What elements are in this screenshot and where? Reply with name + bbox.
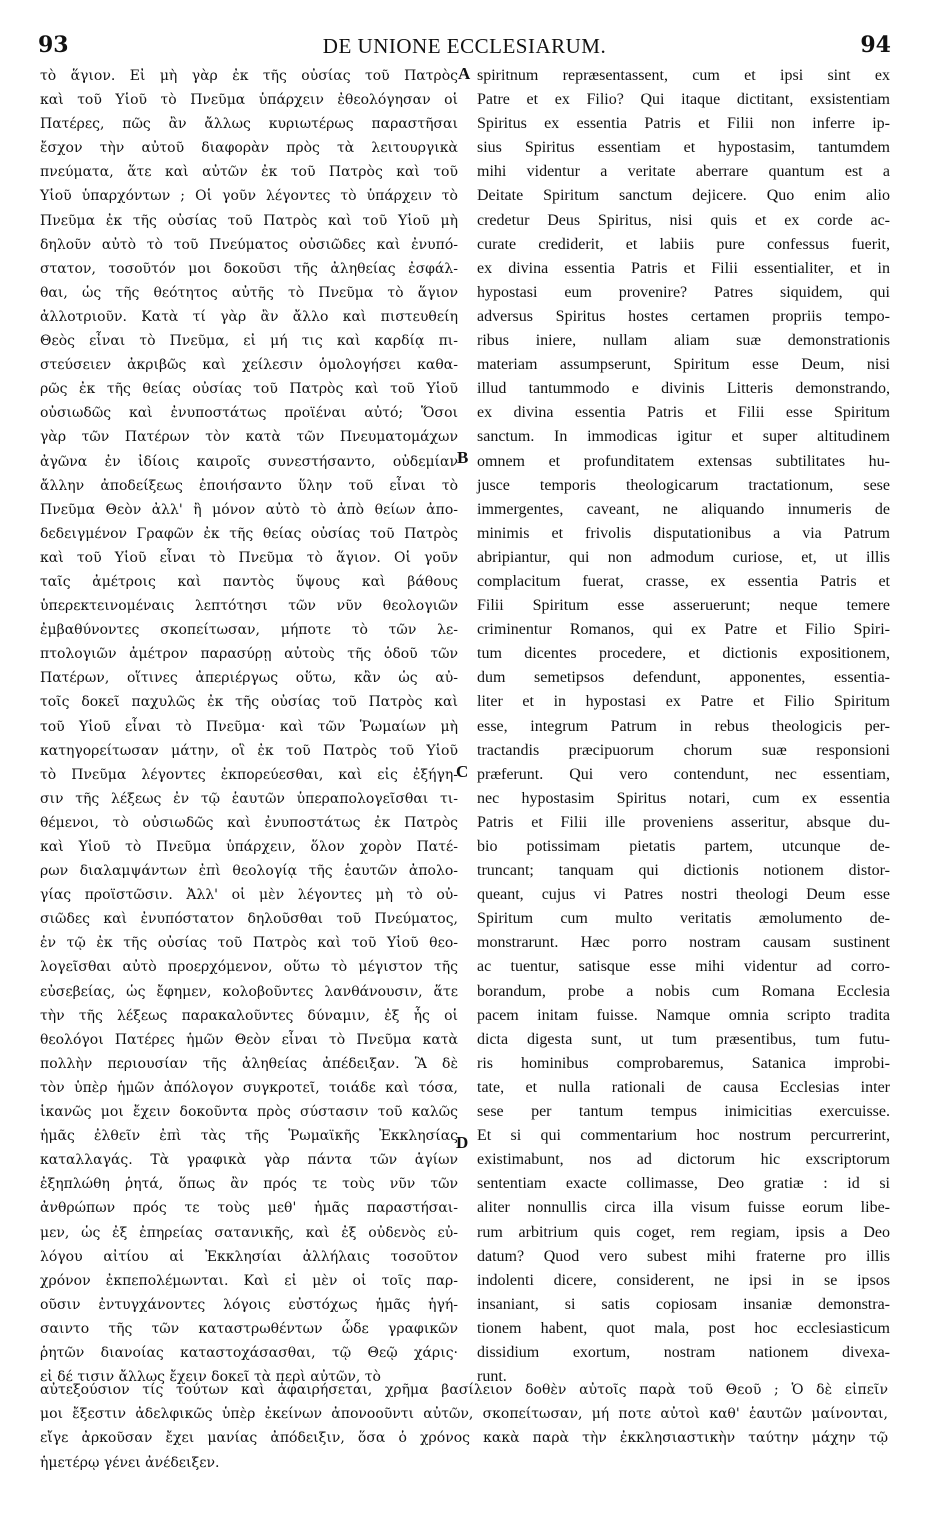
page-number-right: 94	[860, 32, 891, 58]
latin-text-line: præferunt. Qui vero contendunt, nec essentiam,	[477, 765, 890, 783]
greek-text-line: καὶ τοῦ Υἱοῦ εἶναι τὸ Πνεῦμα τὸ ἅγιον. Οἱ γοῦν	[40, 549, 458, 566]
greek-text-line: Πνεῦμα Θεὸν ἀλλ' ἢ μόνον αὐτὸ τὸ ἀπὸ θείων ἀπο-	[40, 501, 458, 518]
greek-text-line: ἡμᾶς ἐλθεῖν ἐπὶ τὰς τῆς Ῥωμαϊκῆς Ἐκκλησίας	[40, 1128, 458, 1145]
latin-text-line: ex divina essentia Patris et Filii essentialiter, et in	[477, 259, 890, 277]
greek-text-line: Πατέρων, οἵτινες ἀπεριέργως οὕτω, κἂν ὡς αὐ-	[40, 670, 458, 687]
page-header	[32, 30, 897, 60]
latin-text-line: monstrarunt. Hæc porro nostram causam sustinent	[477, 934, 890, 952]
greek-text-line: οὐσιωδῶς καὶ ἐνυποστάτως προϊέναι αὐτό; Ὅσοι	[40, 405, 458, 422]
page-number-left: 93	[38, 32, 69, 58]
latin-text-line: sententiam exacte collimasse, Deo gratiæ : id si	[477, 1175, 890, 1193]
greek-text-line: χρόνον ἐκπεπολέμωνται. Καὶ εἰ μὲν οἱ τοῖς παρ-	[40, 1272, 458, 1289]
latin-text-line: sius Spiritus essentiam et hypostasim, tantumdem	[477, 139, 890, 157]
latin-text-line: Spiritus ex essentia Patris et Filii non inferre ip-	[477, 115, 890, 133]
greek-text-line: λογεῖσθαι αὐτὸ προερχόμενον, οὕτω τὸ μέγιστον τῆς	[40, 959, 458, 976]
latin-text-line: abripiantur, qui non admodum curiose, et, ut illis	[477, 548, 890, 566]
greek-text-line: ταῖς ἀμέτροις καὶ παντὸς ὕψους καὶ βάθους	[40, 573, 458, 590]
greek-text-line: σιν τῆς λέξεως ἐν τῷ ἑαυτῶν ὑπεραπολογεῖσθαι τι-	[40, 790, 458, 807]
greek-text-line: ἀνθρώπων πρός τε τοὺς μεθ' ἡμᾶς παραστήσαι-	[40, 1200, 458, 1217]
latin-text-line: dissidium exortum, nostram nationem divexa-	[477, 1343, 890, 1361]
latin-text-line: materiam assumpserunt, Spiritum esse Deum, nisi	[477, 356, 890, 374]
greek-text-line: ῥητῶν διανοίας καταστοχάσασθαι, τῷ Θεῷ χάρις·	[40, 1344, 458, 1361]
latin-text-line: sese per tantum tempus inimicitias exercuisse.	[477, 1103, 890, 1121]
latin-text-line: dicta digesta sunt, ut tum præsentibus, tum futu-	[477, 1030, 890, 1048]
latin-text-line: ribus iniere, nullam aliam suæ demonstrationis	[477, 332, 890, 350]
latin-text-line: bio potissimam pietatis partem, utcunque de-	[477, 838, 890, 855]
footer-text-line: αὐτεξούσιον τίς τούτων καὶ ἀφαιρήσεται, χρῆμα βασίλειον δοθὲν αὐτοῖς παρὰ τοῦ Θεοῦ ; Ὁ δὲ εἰπεῖν	[40, 1382, 888, 1398]
latin-text-line: Deitate Spiritum sanctum dejicere. Quo enim alio	[477, 187, 890, 205]
latin-text-line: minimis et frivolis disputationibus a via Patrum	[477, 524, 890, 542]
greek-text-line: εὐσεβείας, ὡς ἔφημεν, κολοβοῦντες λανθάνουσιν, ἅτε	[40, 983, 458, 1000]
latin-text-line: pacem initam fuisse. Namque omnia scripto tradita	[477, 1006, 890, 1024]
footer-text-line: μοι ἔξεστιν ἀδελφικῶς ὑπὲρ ἐκείνων ἀπονοοῦντι αὐτῶν, σκοπείτωσαν, μή ποτε αὐτοὶ καθ' ἑαυτῶν μαίνονται,	[40, 1406, 888, 1423]
latin-text-line: immergentes, caveant, ne aliquando innumeris de	[477, 500, 890, 518]
greek-text-line: ἐν τῷ ἐκ τῆς οὐσίας τοῦ Πατρὸς καὶ τοῦ Υἱοῦ θεο-	[40, 935, 458, 952]
greek-text-line: ἐμβαθύνοντες σκοπείτωσαν, μήποτε τὸ τῶν λε-	[40, 622, 458, 639]
greek-text-line: γίας προϊστῶσιν. Ἀλλ' οἱ μὲν λέγοντες μὴ τὸ οὐ-	[40, 887, 458, 904]
greek-text-line: ρων διαλαμψάντων ἐπὶ θεολογίᾳ τῆς ἑαυτῶν ἀπολο-	[40, 863, 458, 880]
greek-text-line: καὶ Υἱοῦ τὸ Πνεῦμα ὑπάρχειν, ὅλον χορὸν Πατέ-	[40, 839, 458, 855]
latin-text-line: queant, cujus vi Patres nostri theologi Deum esse	[477, 886, 890, 904]
greek-text-line: δηλοῦν αὐτὸ τὸ τοῦ Πνεύματος οὐσιῶδες καὶ ἐνυπό-	[40, 236, 458, 253]
greek-text-line: ἀγῶνα ἐν ἰδίοις καιροῖς συνεστήσαντο, οὐδεμίαν	[40, 453, 458, 470]
latin-text-line: insaniant, si satis copiosam insaniæ demonstra-	[477, 1295, 890, 1313]
latin-text-line: ex divina essentia Patris et Filii esse Spiritum	[477, 404, 890, 422]
greek-text-line: ἄλλην ἀποδείξεως ἐποιήσαντο ὕλην τοῦ εἶναι τὸ	[40, 477, 458, 494]
latin-text-line: runt.	[477, 1368, 507, 1386]
latin-text-line: ris hominibus comprobaremus, Satanica improbi-	[477, 1054, 890, 1072]
latin-text-line: adversus Spiritus hostes certamen propriis tempo-	[477, 307, 890, 325]
greek-text-line: θέμενοι, τὸ οὐσιωδῶς καὶ ἐνυποστάτως ἐκ Πατρὸς	[40, 814, 458, 831]
greek-text-line: ἀλλοτριοῦν. Κατὰ τί γὰρ ἂν ἄλλο καὶ πιστευθείη	[40, 308, 458, 325]
latin-text-line: datum? Quod vero subest mihi fraterne pro illis	[477, 1247, 890, 1265]
greek-text-line: οῦσιν ἐντυγχάνοντες λόγοις εὐστόχως ἡμᾶς ἡγή-	[40, 1296, 458, 1313]
latin-text-line: omnem et profunditatem extensas subtilitates hu-	[477, 452, 890, 470]
greek-text-line: πολλὴν περιουσίαν τῆς ἀληθείας ἀπέδειξαν. Ἃ δὲ	[40, 1055, 458, 1072]
greek-text-line: τοῦ Υἱοῦ εἶναι τὸ Πνεῦμα· καὶ τῶν Ῥωμαίων μὴ	[40, 718, 458, 735]
greek-text-line: πτολογιῶν ἀμέτρον παρασύρῃ αὐτοὺς τῆς ὁδοῦ τῶν	[40, 646, 458, 663]
latin-text-line: jusce temporis theologicarum tractationum, sese	[477, 476, 890, 494]
latin-text-line: illud tantummodo e divinis Litteris demonstrando,	[477, 380, 890, 398]
latin-text-line: esse, integrum Patrum in rebus theologicis per-	[477, 717, 890, 735]
footer-text-line: εἴγε ἀρκοῦσαν ἔχει μανίας ἀπόδειξιν, ὅσα ὁ χρόνος κακὰ παρὰ τὴν ἐκκλησιαστικὴν ταύτην μάχην τῷ	[40, 1430, 888, 1447]
running-title: DE UNIONE ECCLESIARUM.	[322, 34, 607, 58]
latin-text-line: credetur Deus Spiritus, nisi quis et ex corde ac-	[477, 211, 890, 229]
latin-text-line: complacitum fuerat, crasse, ex essentia Patris et	[477, 572, 890, 590]
greek-text-line: Πνεῦμα ἐκ τῆς οὐσίας τοῦ Πατρὸς καὶ τοῦ Υἱοῦ μὴ	[40, 212, 458, 229]
greek-text-line: ὑπερεκτεινομέναις λεπτότησι τῶν νῦν θεολογιῶν	[40, 598, 458, 615]
greek-text-line: κατηγορείτωσαν μάτην, οἳ ἐκ τοῦ Πατρὸς τοῦ Υἱοῦ	[40, 742, 458, 759]
latin-text-line: Spiritum cum multo veritatis æmolumento de-	[477, 910, 890, 928]
greek-text-line: ρῶς ἐκ τῆς θείας οὐσίας τοῦ Πατρὸς καὶ τοῦ Υἱοῦ	[40, 381, 458, 398]
greek-text-line: Υἱοῦ ὑπαρχόντων ; Οἱ γοῦν λέγοντες τὸ ὑπάρχειν τὸ	[40, 188, 458, 205]
greek-text-line: τὸ Πνεῦμα λέγοντες ἐκπορεύεσθαι, καὶ εἰς ἐξήγη-	[40, 766, 458, 783]
section-marker-a: A	[458, 64, 471, 83]
greek-text-line: ἱκανῶς μοι ἔχειν δοκοῦντα πρὸς σύστασιν τοῦ καλῶς	[40, 1104, 458, 1121]
section-marker-d: D	[456, 1133, 469, 1152]
greek-text-line: στεύσειεν ἀκριβῶς καὶ χείλεσιν ὁμολογήσει καθα-	[40, 357, 458, 374]
latin-text-line: tractandis præcipuorum chorum suæ responsioni	[477, 741, 890, 759]
latin-text-line: ac tuentur, satisque esse mihi videntur ad corro-	[477, 958, 890, 976]
latin-text-line: liter et in hypostasi ex Patre et Filio Spiritum	[477, 693, 890, 711]
greek-text-line: τὸ ἅγιον. Εἰ μὴ γὰρ ἐκ τῆς οὐσίας τοῦ Πατρὸς	[40, 68, 458, 84]
latin-text-line: hypostasi eum provenire? Patres siquidem, qui	[477, 283, 890, 301]
greek-text-line: καταλλαγάς. Τὰ γραφικὰ γὰρ πάντα τῶν ἁγίων	[40, 1152, 458, 1169]
greek-text-line: καὶ τοῦ Υἱοῦ τὸ Πνεῦμα ὑπάρχειν ἐθεολόγησαν οἱ	[40, 92, 458, 109]
greek-text-line: λόγου αἰτίου αἱ Ἐκκλησίαι ἀλλήλαις τοσοῦτον	[40, 1248, 458, 1265]
greek-column	[40, 64, 458, 1389]
latin-text-line: tionem habent, quot mala, post hoc ecclesiasticum	[477, 1319, 890, 1337]
latin-text-line: rum arbitrium quis coget, rem regiam, ipsis a Deo	[477, 1223, 890, 1241]
section-marker-c: C	[456, 762, 469, 781]
latin-text-line: Et si qui commentarium hoc nostrum percurrerint,	[477, 1127, 890, 1145]
latin-text-line: tum dicentes procedere, et dictionis expositionem,	[477, 645, 890, 663]
footer-paragraph	[40, 1378, 888, 1475]
greek-text-line: σιῶδες καὶ ἐνυπόστατον δηλοῦσθαι τοῦ Πνεύματος,	[40, 911, 458, 928]
greek-text-line: εἰ δέ τισιν ἄλλως ἔχειν δοκεῖ τὰ περὶ αὐτῶν, τὸ	[40, 1369, 381, 1386]
latin-text-line: Patris et Filii ille proveniens asseritur, absque du-	[477, 813, 890, 831]
latin-text-line: borandum, probe a nobis cum Romana Ecclesia	[477, 982, 890, 1000]
greek-text-line: δεδειγμένον Γραφῶν ἐκ τῆς θείας οὐσίας τοῦ Πατρὸς	[40, 525, 458, 542]
latin-text-line: tate, et nulla rationali de causa Ecclesias inter	[477, 1078, 890, 1096]
greek-text-line: ἐξηπλώθη ῥητά, ὅπως ἂν πρός τε τοὺς νῦν τῶν	[40, 1176, 458, 1193]
greek-text-line: σαιντο τῆς τῶν καταστρωθέντων ὧδε γραφικῶν	[40, 1320, 458, 1337]
latin-column	[477, 64, 890, 1389]
latin-text-line: criminentur Romanos, qui ex Patre et Filio Spiri-	[477, 621, 890, 639]
latin-text-line: aliter nonnullis circa illa visum fuisse eorum libe-	[477, 1199, 890, 1217]
greek-text-line: ἔσχον τὴν αὐτοῦ διαφορὰν πρὸς τὰ λειτουργικὰ	[40, 140, 458, 157]
latin-text-line: mihi videntur a veritate aberrare quantum est a	[477, 163, 890, 181]
greek-text-line: τοῖς δοκεῖ παχυλῶς ἐκ τῆς οὐσίας τοῦ Πατρὸς καὶ	[40, 694, 458, 711]
greek-text-line: μεν, ὡς ἐξ ἐπηρείας σατανικῆς, καὶ ἐξ οὐδενὸς εὐ-	[40, 1224, 458, 1241]
greek-text-line: στατον, τοσοῦτόν μοι δοκοῦσι τῆς ἀληθείας ἐσφάλ-	[40, 260, 458, 277]
latin-text-line: indolenti dicere, considerent, ne ipsi in se ipsos	[477, 1271, 890, 1289]
greek-text-line: τὴν τῆς λέξεως παρακαλοῦντες δύναμιν, ἐξ ἧς οἱ	[40, 1007, 458, 1024]
latin-text-line: existimabunt, nos ad dictorum hic exscriptorum	[477, 1151, 890, 1169]
latin-text-line: spiritnum repræsentassent, cum et ipsi sint ex	[477, 67, 890, 84]
latin-text-line: curate crediderit, et labiis pure confessus fuerit,	[477, 235, 890, 253]
latin-text-line: Patre et ex Filio? Qui itaque dictitant, exsistentiam	[477, 91, 890, 109]
latin-text-line: truncant; tanquam qui dictionis notionem distor-	[477, 862, 890, 880]
footer-text-line: ἡμετέρῳ γένει ἀνέδειξεν.	[40, 1454, 220, 1471]
latin-text-line: nec hypostasim Spiritus notari, cum ex essentia	[477, 789, 890, 807]
greek-text-line: Θεὸς εἶναι τὸ Πνεῦμα, εἰ μή τις καὶ καρδίᾳ πι-	[40, 333, 458, 350]
greek-text-line: Πατέρες, πῶς ἂν ἄλλως κυριωτέρως παραστῆσαι	[40, 116, 458, 133]
greek-text-line: θαι, ὡς τῆς θεότητος αὐτῆς τὸ Πνεῦμα τὸ ἅγιον	[40, 284, 458, 301]
greek-text-line: θεολόγοι Πατέρες ἡμῶν Θεὸν εἶναι τὸ Πνεῦμα κατὰ	[40, 1031, 458, 1048]
greek-text-line: τὸν ὑπὲρ ἡμῶν ἀπόλογον συγκροτεῖ, τοιάδε καὶ τόσα,	[40, 1079, 458, 1096]
latin-text-line: sanctum. In immodicas igitur et super altitudinem	[477, 428, 890, 446]
section-marker-b: B	[457, 448, 469, 467]
greek-text-line: πνεύματα, ἅτε καὶ αὐτῶν ἐκ τοῦ Πατρὸς καὶ τοῦ	[40, 164, 458, 181]
latin-text-line: dum semetipsos defendunt, apponentes, essentia-	[477, 669, 890, 687]
greek-text-line: γὰρ τῶν Πατέρων τὸν κατὰ τῶν Πνευματομάχων	[40, 429, 458, 446]
latin-text-line: Filii Spiritum esse asseruerunt; neque temere	[477, 597, 890, 615]
